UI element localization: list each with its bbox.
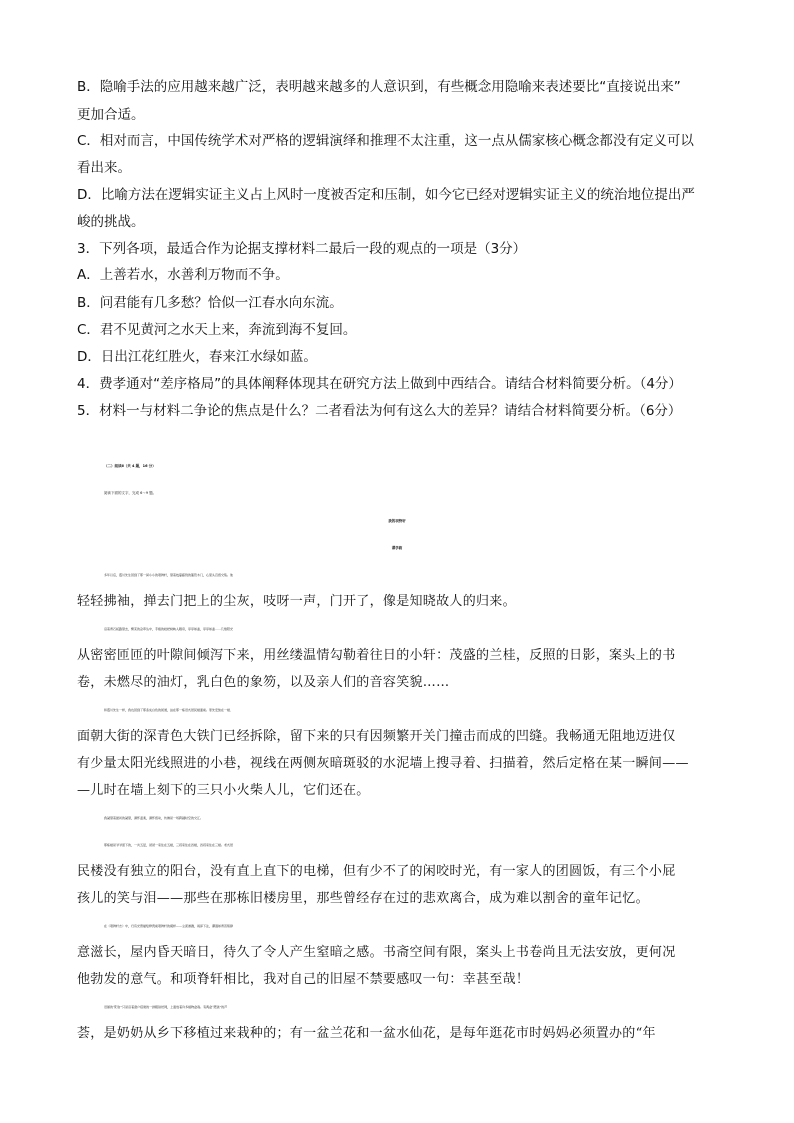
question-4: 4．费孝通对“差序格局”的具体阐释体现其在研究方法上做到中西结合。请结合材料简要分析。（4分） [77,376,682,392]
q3-option-d: D．日出江花红胜火，春来江水绿如蓝。 [77,349,317,365]
article-line: 他勃发的意气。和项脊轩相比，我对自己的旧屋不禁要感叹一句：幸甚至哉！ [77,972,530,987]
q2-option-c-line2: 看出来。 [77,160,131,176]
article-line: 旧屋的“阳台”只是沿着窗户搭建的一排粗铁丝网，上面放着许多植物盆栽。有两盆“肥美”的芦 [104,1005,228,1009]
article-line: 在《项脊轩志》中，归有光曾描绘修葺前项脊轩的模样——尘泥渗漉，雨泽下注，潮湿如青苔般肆 [104,924,234,928]
q3-option-c: C．君不见黄河之水天上来，奔流到海不复回。 [77,322,357,338]
q3-option-b: B．问君能有几多愁？恰似一江春水向东流。 [77,295,343,311]
article-line: 荟，是奶奶从乡下移植过来栽种的；有一盆兰花和一盆水仙花，是每年逛花市时妈妈必须置办的“年 [77,1026,656,1041]
section-heading: （二）阅读Ⅱ（共 4 题，16 分） [104,464,156,468]
q2-option-d-line1: D．比喻方法在逻辑实证主义占上风时一度被否定和压制，如今它已经对逻辑实证主义的统治地位提出严 [77,187,695,203]
article-line: 有少量太阳光线照进的小巷，视线在两侧灰暗斑驳的水泥墙上搜寻着、扫描着，然后定格在某一瞬间—— [77,756,689,771]
article-line: 孩儿的笑与泪——那些在那栋旧楼房里，那些曾经存在过的悲欢离合，成为难以割舍的童年记忆。 [77,891,649,906]
q2-option-b-line1: B．隐喻手法的应用越来越广泛，表明越来越多的人意识到，有些概念用隐喻来表述要比“直接说出来” [77,79,681,95]
question-5: 5．材料一与材料二争论的焦点是什么？二者看法为何有这么大的差异？请结合材料简要分析。（6分） [77,403,682,419]
article-line: 轻轻拂袖，掸去门把上的尘灰，吱呀一声，门开了，像是知晓故人的归来。 [77,594,516,609]
article-line: —儿时在墙上刻下的三只小火柴人儿，它们还在。 [77,783,370,798]
article-line: 和震川先生一样，我也回到了那条灰白色的街道，站在那一栋旧式居民楼面前。原先安装在一楼、 [104,708,234,712]
q2-option-d-line2: 峻的挑战。 [77,214,145,230]
article-line: 卷，未燃尽的油灯，乳白色的象笏，以及亲人们的音容笑貌…… [77,675,450,690]
article-author: 谭学韵 [391,546,403,550]
article-line: 面朝大街的深青色大铁门已经拆除，留下来的只有因频繁开关门撞击而成的凹缝。我畅通无阻地迈进仅 [77,729,676,744]
question-3-stem: 3．下列各项，最适合作为论据支撑材料二最后一段的观点的一项是（3分） [77,241,527,257]
section-instruction: 阅读下面的文字，完成 6～9 题。 [104,491,157,495]
q2-option-c-line1: C．相对而言，中国传统学术对严格的逻辑演绎和推理不太注重，这一点从儒家核心概念都没有定义可以 [77,133,694,149]
article-line: 那栋楼是爷爷留下的，一共五层，爸爸一家住在五楼，三叔家住在四楼，四叔家住在三楼。老式居 [104,843,234,847]
article-line: 沿着青石板路望去，繁芜的杂草丛中，手植的枇杷树映入眼帘，亭亭如盖，亭亭如盖……几缕阳光 [104,627,234,631]
article-line: 多年以后，震川先生回到了那一间小小的项脊轩，望着枝蔓藤绕的篱笆木门，心里头百感交集。他 [104,573,234,577]
article-line: 我凝望着最初的凝望，满怀温柔，满怀感动，仿佛是一场跨越时空的交汇。 [104,816,204,820]
article-line: 从密密匝匝的叶隙间倾泻下来，用丝缕温情勾勒着往日的小轩：茂盛的兰桂，反照的日影，案头上的书 [77,648,676,663]
article-line: 意滋长，屋内昏天暗日，待久了令人产生窒暗之感。书斋空间有限，案头上书卷尚且无法安放，更何况 [77,945,676,960]
article-title: 我的项脊轩 [388,519,406,523]
q3-option-a: A．上善若水，水善利万物而不争。 [77,267,289,283]
article-line: 民楼没有独立的阳台，没有直上直下的电梯，但有少不了的闲咬时光，有一家人的团圆饭，有三个小屁 [77,864,676,879]
q2-option-b-line2: 更加合适。 [77,107,145,123]
